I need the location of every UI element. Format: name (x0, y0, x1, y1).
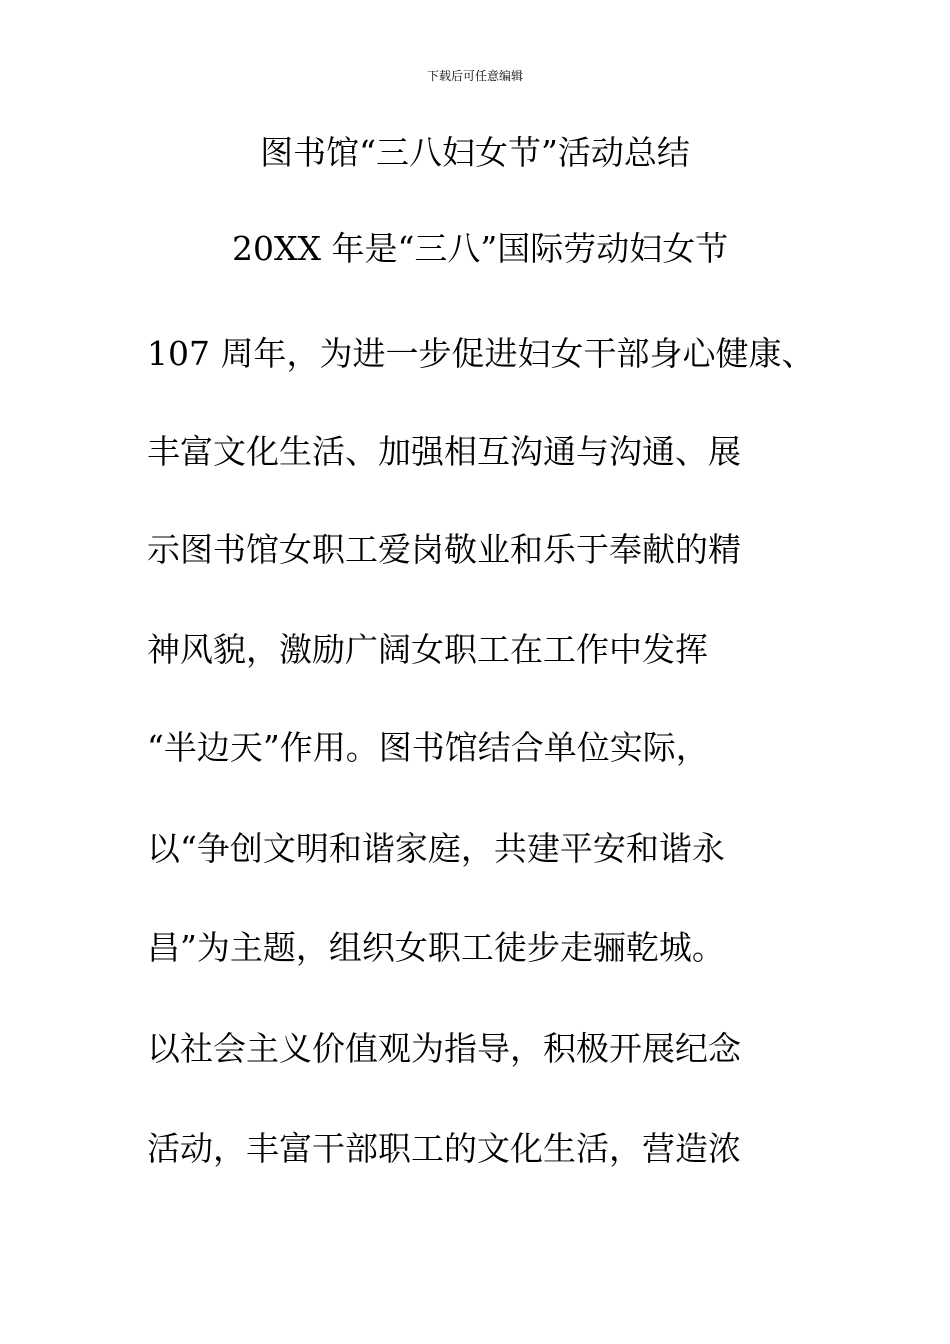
body-line-10: 活动，丰富干部职工的文化生活，营造浓 (147, 1129, 741, 1168)
body-line-6: “半边天”作用。图书馆结合单位实际， (147, 728, 709, 767)
document-title: 图书馆“三八妇女节”活动总结 (260, 133, 690, 172)
body-line-3: 丰富文化生活、加强相互沟通与沟通、展 (147, 432, 741, 471)
body-line-2: 107 周年，为进一步促进妇女干部身心健康、 (147, 334, 815, 373)
body-line-5: 神风貌，激励广阔女职工在工作中发挥 (147, 630, 708, 669)
body-line-9: 以社会主义价值观为指导，积极开展纪念 (147, 1029, 741, 1068)
body-line-7: 以“争创文明和谐家庭，共建平安和谐永 (147, 829, 725, 868)
header-note: 下载后可任意编辑 (426, 69, 523, 83)
body-line-4: 示图书馆女职工爱岗敬业和乐于奉献的精 (147, 530, 741, 569)
body-line-8: 昌”为主题，组织女职工徒步走骊乾城。 (147, 928, 725, 967)
body-line-1: 20XX 年是“三八”国际劳动妇女节 (232, 229, 729, 268)
